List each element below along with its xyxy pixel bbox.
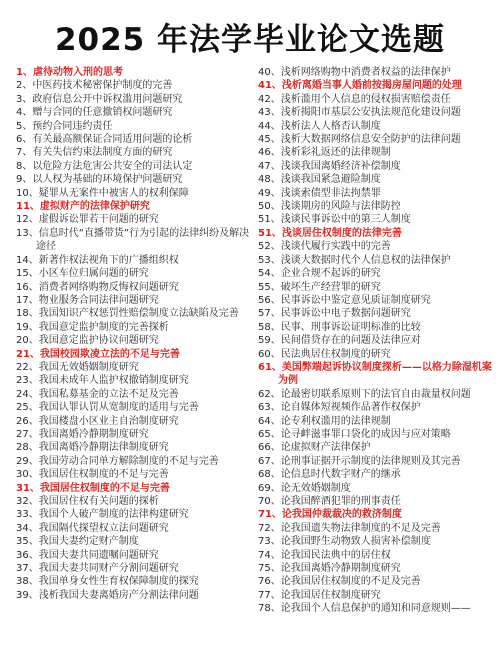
topic-item: 4、赠与合同的任意撤销权问题研究 — [16, 107, 173, 119]
topic-item: 7、有关失信约束法制度方面的研究 — [16, 147, 173, 159]
topic-item: 9、以人权为基础的环境保护问题研究 — [16, 174, 183, 186]
topic-item: 8、以危险方法危害公共安全的司法认定 — [16, 160, 193, 172]
topic-item: 3、政府信息公开中诉权滥用问题研究 — [16, 93, 183, 105]
topic-item: 60、民法典居住权制度的研究 — [258, 348, 391, 360]
topic-item: 48、浅谈我国紧急避险制度 — [258, 174, 381, 186]
topic-item: 70、论我国醉酒犯罪的刑事责任 — [258, 496, 401, 507]
topic-item: 24、我国私募基金的立法不足及完善 — [16, 388, 179, 400]
topic-item: 38、我国单身女性生育权保障制度的探究 — [16, 576, 199, 588]
topic-item: 51、浅谈民事诉讼中的第三人制度 — [258, 214, 411, 226]
topic-item: 50、浅谈期房的风险与法律防控 — [258, 201, 401, 213]
topic-item: 63、论自媒体短视频作品著作权保护 — [258, 402, 421, 414]
topic-item: 72、论我国遗失物法律制度的不足及完善 — [258, 522, 441, 534]
topic-item: 73、论我国野生动物致人损害补偿制度 — [258, 536, 431, 548]
topic-list-right — [258, 66, 498, 616]
topic-item: 29、我国劳动合同单方解除制度的不足与完善 — [16, 455, 219, 467]
topic-item: 55、破坏生产经营罪的研究 — [258, 281, 381, 293]
topic-item: 62、论最密切联系原则下的法官自由裁量权问题 — [258, 388, 471, 400]
topic-item: 53、浅谈大数据时代个人信息权的法律保护 — [258, 254, 451, 266]
topic-item: 35、我国夫妻约定财产制度 — [16, 536, 139, 548]
topic-item: 10、疑罪从无案件中被害人的权利保障 — [16, 187, 189, 199]
topic-item: 18、我国知识产权惩罚性赔偿制度立法缺陷及完善 — [16, 308, 239, 320]
topic-item: 66、论虚拟财产法律保护 — [258, 442, 371, 454]
topic-item: 51、浅谈居住权制度的法律完善 — [258, 227, 402, 239]
topic-item: 59、民间借贷存在的问题及法律应对 — [258, 335, 421, 347]
topic-item: 23、我国未成年人监护权撤销制度研究 — [16, 375, 189, 387]
topic-item: 52、浅谈代履行实践中的完善 — [258, 241, 391, 253]
topic-item: 20、我国意定监护协议问题研究 — [16, 335, 159, 347]
topic-item: 32、我国居住权有关问题的探析 — [16, 496, 159, 507]
topic-item: 17、物业服务合同法律问题研究 — [16, 294, 159, 306]
topic-item: 65、论寻衅滋事罪口袋化的成因与应对策略 — [258, 428, 451, 440]
topic-item: 37、我国夫妻共同财产分割问题研究 — [16, 563, 179, 575]
topic-item: 21、我国校园欺凌立法的不足与完善 — [16, 348, 180, 360]
topic-item: 33、我国个人破产制度的法律构建研究 — [16, 509, 189, 521]
topic-item: 71、论我国仲裁裁决的救济制度 — [258, 509, 402, 521]
topic-item: 77、论我国居住权制度研究 — [258, 589, 381, 601]
topic-item: 27、我国离婚冷静期制度研究 — [16, 428, 149, 440]
topic-item: 42、浅析滥用个人信息的侵权损害赔偿责任 — [258, 93, 451, 105]
topic-item: 30、我国居住权制度的不足与完善 — [16, 469, 169, 481]
topic-item: 57、民事诉讼中电子数据问题研究 — [258, 308, 411, 320]
topic-item: 39、浅析我国夫妻离婚房产分割法律问题 — [16, 589, 199, 601]
topic-item: 64、论专利权滥用的法律规制 — [258, 415, 391, 427]
topic-item: 15、小区车位归属问题的研究 — [16, 268, 149, 280]
topic-item: 40、浅析网络购物中消费者权益的法律保护 — [258, 67, 451, 78]
topic-item: 34、我国隔代探望权立法问题研究 — [16, 522, 169, 534]
page-title: 2025 年法学毕业论文选题 — [54, 22, 446, 58]
topic-item: 69、论无效婚姻制度 — [258, 482, 351, 494]
topic-item: 1、虐待动物入刑的思考 — [16, 67, 123, 78]
topic-item: 78、论我国个人信息保护的通知和同意规则—— — [258, 603, 471, 615]
topic-item: 45、浅析大数据网络信息安全防护的法律问题 — [258, 134, 461, 146]
topic-item: 74、论我国民法典中的居住权 — [258, 549, 391, 561]
topic-item: 44、浅析法人人格否认制度 — [258, 120, 381, 132]
topic-item: 61、美国弊端起诉协议制度探析——以格力除湿机案为例 — [258, 361, 492, 387]
topic-item: 47、浅谈我国离婚经济补偿制度 — [258, 160, 401, 172]
topic-item: 76、论我国居住权制度的不足及完善 — [258, 576, 421, 588]
topic-item: 67、论刑事证据开示制度的法律规则及其完善 — [258, 455, 461, 467]
topic-item: 43、浅析揭阳市基层公安执法规范化建设问题 — [258, 107, 461, 119]
topic-item: 16、消费者网络购物反悔权问题研究 — [16, 281, 179, 293]
topic-item: 26、我国楼盘小区业主自治制度研究 — [16, 415, 179, 427]
topic-item: 6、有关最高额保证合同适用问题的论析 — [16, 134, 193, 146]
topic-item: 54、企业合规不起诉的研究 — [258, 268, 381, 280]
topic-item: 36、我国夫妻共同遗嘱问题研究 — [16, 549, 159, 561]
topic-item: 58、民事、刑事诉讼证明标准的比较 — [258, 321, 421, 333]
topic-item: 68、论信息时代数字财产的继承 — [258, 469, 401, 481]
topic-item: 46、浅析彩礼返还的法律规制 — [258, 147, 391, 159]
topic-list-left — [16, 66, 256, 602]
topic-item: 14、新著作权法视角下的广播组织权 — [16, 254, 179, 266]
topic-item: 31、我国居住权制度的不足与完善 — [16, 482, 170, 494]
topic-item: 2、中医药技术秘密保护制度的完善 — [16, 80, 173, 92]
topic-item: 28、我国离婚冷静期法律制度研究 — [16, 442, 169, 454]
topic-item: 22、我国无效婚姻制度研究 — [16, 361, 139, 373]
topic-item: 75、论我国离婚冷静期制度研究 — [258, 563, 401, 575]
topic-item: 25、我国认罪认罚从宽制度的适用与完善 — [16, 402, 199, 414]
topic-item: 5、预约合同违约责任 — [16, 120, 113, 132]
topic-item: 13、信息时代“直播带货”行为引起的法律纠纷及解决途径 — [16, 227, 250, 253]
topic-item: 12、虚假诉讼罪若干问题的研究 — [16, 214, 159, 226]
topic-item: 11、虚拟财产的法律保护研究 — [16, 201, 150, 213]
topic-item: 56、民事诉讼中鉴定意见质证制度研究 — [258, 294, 431, 306]
topic-item: 19、我国意定监护制度的完善探析 — [16, 321, 169, 333]
topic-item: 49、浅谈索债型非法拘禁罪 — [258, 187, 381, 199]
topic-item: 41、浅析离婚当事人婚前按揭房屋问题的处理 — [258, 80, 462, 92]
